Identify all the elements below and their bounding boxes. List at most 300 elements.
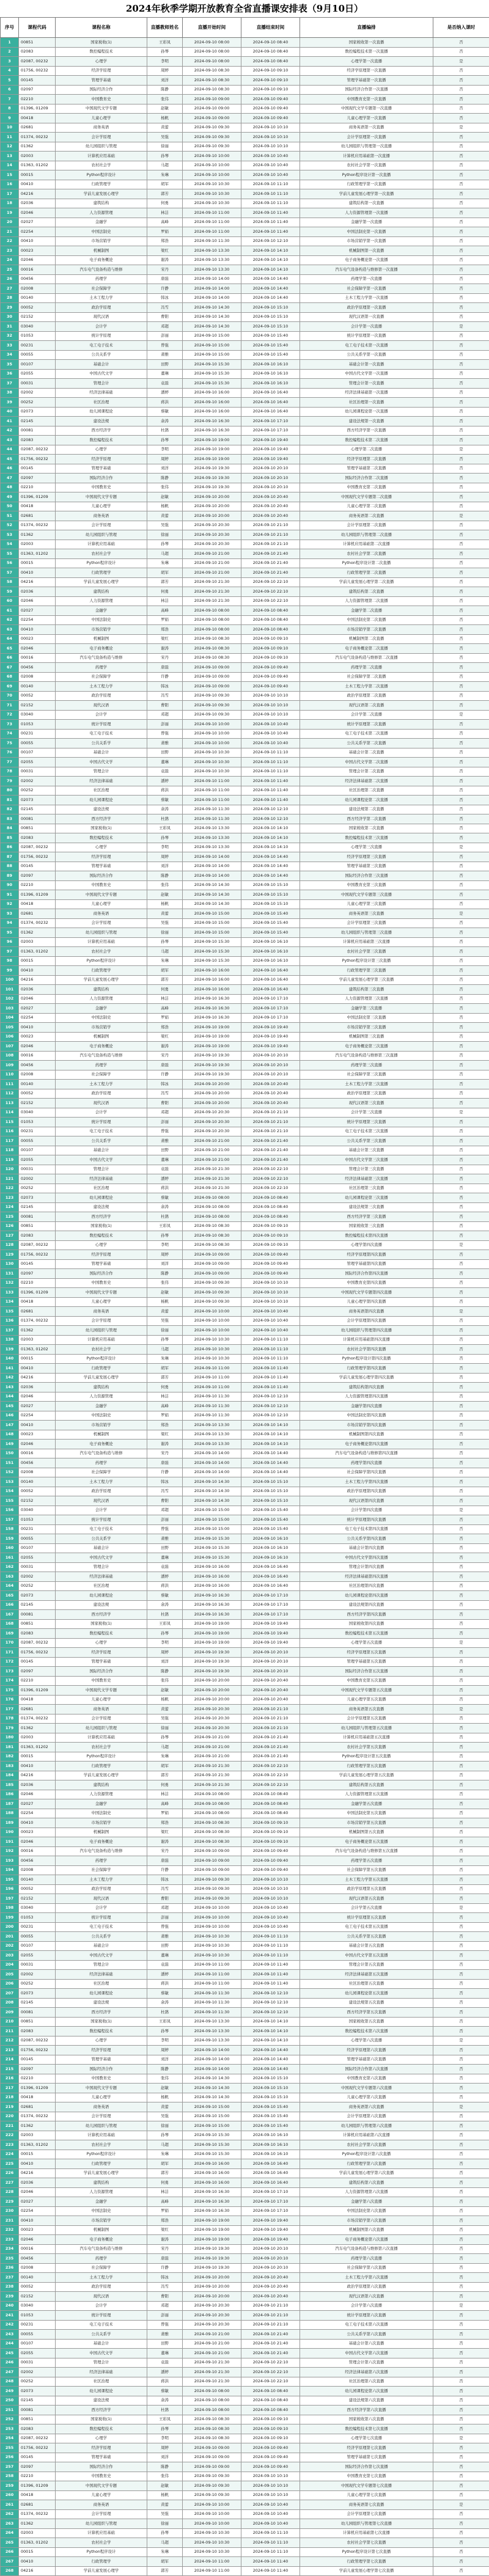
end-time: 2024-09-10 10:40 [241, 2509, 300, 2519]
teacher-name: 何勇 [147, 587, 183, 597]
start-time: 2024-09-10 19:30 [183, 1648, 241, 1658]
counted-flag: 否 [433, 104, 489, 114]
course-code: 00052 [19, 691, 56, 701]
course-code: 00231 [19, 341, 56, 351]
start-time: 2024-09-10 16:30 [183, 2187, 241, 2197]
course-name: 统计学原理 [56, 2311, 147, 2321]
teacher-name: 刘洋 [147, 2453, 183, 2462]
row-index: 74 [1, 729, 19, 739]
course-name: 人力资源管理 [56, 2187, 147, 2197]
course-code: 00252 [19, 786, 56, 796]
teacher-name: 赵敏 [147, 492, 183, 502]
course-code: 00031 [19, 2358, 56, 2368]
end-time: 2024-09-10 16:40 [241, 2168, 300, 2178]
live-arrangement: 中国现代文学专题第二次直播 [300, 492, 433, 502]
table-row [1, 1174, 489, 1184]
start-time: 2024-09-10 14:00 [183, 862, 241, 871]
course-code: 04216 [19, 2566, 56, 2576]
counted-flag: 否 [433, 189, 489, 199]
table-row [1, 1184, 489, 1193]
table-row [1, 1856, 489, 1866]
course-name: 国际经济合作 [56, 2462, 147, 2472]
start-time: 2024-09-10 09:30 [183, 1297, 241, 1307]
counted-flag: 否 [433, 596, 489, 606]
end-time: 2024-09-10 09:10 [241, 653, 300, 663]
course-code: 02083 [19, 2424, 56, 2434]
end-time: 2024-09-10 16:40 [241, 2159, 300, 2169]
end-time: 2024-09-10 21:40 [241, 549, 300, 559]
course-name: 现代汉语 [56, 1099, 147, 1108]
course-name: 计算机应用基础 [56, 2528, 147, 2538]
table-row [1, 2254, 489, 2264]
counted-flag: 否 [433, 274, 489, 284]
course-name: 金融学 [56, 1004, 147, 1014]
counted-flag: 否 [433, 152, 489, 161]
course-name: 社会保障学 [56, 284, 147, 294]
teacher-name: 赵敏 [147, 1686, 183, 1696]
course-code: 03040 [19, 1108, 56, 1118]
course-code: 02046 [19, 255, 56, 265]
start-time: 2024-09-10 20:30 [183, 1127, 241, 1136]
table-row [1, 2387, 489, 2396]
teacher-name: 邓超 [147, 1903, 183, 1913]
counted-flag: 否 [433, 1762, 489, 1771]
counted-flag: 否 [433, 2159, 489, 2169]
counted-flag: 否 [433, 2320, 489, 2330]
course-code: 01362 [19, 1724, 56, 1733]
end-time: 2024-09-10 21:10 [241, 530, 300, 540]
table-row [1, 1780, 489, 1790]
table-row [1, 2074, 489, 2084]
live-arrangement: 基础会计第四次直播 [300, 1543, 433, 1553]
teacher-name: 谢涛 [147, 2235, 183, 2245]
course-name: 管理会计 [56, 1960, 147, 1970]
table-row [1, 1477, 489, 1487]
counted-flag: 否 [433, 1724, 489, 1733]
end-time: 2024-09-10 11:40 [241, 1960, 300, 1970]
table-row [1, 843, 489, 852]
start-time: 2024-09-10 10:00 [183, 2509, 241, 2519]
table-row [1, 521, 489, 530]
counted-flag: 否 [433, 47, 489, 57]
teacher-name: 孙琴 [147, 436, 183, 445]
start-time: 2024-09-10 11:00 [183, 2557, 241, 2567]
course-code: 01362 [19, 530, 56, 540]
live-arrangement: 会计学原理第一次直播 [300, 133, 433, 142]
course-code: 00015 [19, 558, 56, 568]
course-name: 汽车电气设备构造与维修 [56, 1449, 147, 1458]
course-name: 政治学原理 [56, 303, 147, 313]
counted-flag: 否 [433, 2349, 489, 2358]
course-code: 01362 [19, 2121, 56, 2131]
teacher-name: 孙琴 [147, 1335, 183, 1345]
table-row [1, 1979, 489, 1989]
course-name: 国际经济合作 [56, 85, 147, 95]
teacher-name: 曾强 [147, 1127, 183, 1136]
course-name: 儿童心理学 [56, 502, 147, 511]
teacher-name: 黄蕾 [147, 1705, 183, 1714]
teacher-name: 吴强 [147, 1316, 183, 1326]
counted-flag: 否 [433, 1572, 489, 1582]
row-index: 39 [1, 398, 19, 408]
live-arrangement: 西方经济学第五次直播 [300, 2008, 433, 2018]
start-time: 2024-09-10 14:00 [183, 284, 241, 294]
start-time: 2024-09-10 21:00 [183, 1155, 241, 1165]
teacher-name: 陈静 [147, 2462, 183, 2472]
counted-flag: 否 [433, 246, 489, 256]
end-time: 2024-09-10 09:40 [241, 2462, 300, 2472]
end-time: 2024-09-10 15:10 [241, 1496, 300, 1506]
teacher-name: 朱琳 [147, 2150, 183, 2159]
course-name: 机械制图 [56, 2225, 147, 2235]
course-code: 02008 [19, 2263, 56, 2273]
course-code: 00107 [19, 1543, 56, 1553]
row-index: 26 [1, 274, 19, 284]
live-arrangement: 中国古代文学第四次直播 [300, 1553, 433, 1563]
teacher-name: 胡军 [147, 1762, 183, 1771]
table-row [1, 758, 489, 767]
counted-flag: 否 [433, 2462, 489, 2472]
counted-flag: 否 [433, 862, 489, 871]
row-index: 116 [1, 1127, 19, 1136]
teacher-name: 谢涛 [147, 1440, 183, 1449]
course-code: 04216 [19, 1373, 56, 1383]
start-time: 2024-09-10 10:30 [183, 189, 241, 199]
live-arrangement: Python程序设计第二次直播 [300, 558, 433, 568]
course-name: Python程序设计 [56, 956, 147, 966]
start-time: 2024-09-10 20:00 [183, 2292, 241, 2302]
live-arrangement: Python程序设计第七次直播 [300, 2547, 433, 2557]
course-code: 01363, 01202 [19, 2538, 56, 2548]
counted-flag: 否 [433, 1430, 489, 1440]
row-index: 249 [1, 2387, 19, 2396]
row-index: 63 [1, 625, 19, 635]
course-name: 心理学 [56, 2036, 147, 2046]
live-arrangement: 政治学原理第一次直播 [300, 303, 433, 313]
row-index: 157 [1, 1515, 19, 1525]
end-time: 2024-09-10 11:10 [241, 2547, 300, 2557]
row-index: 130 [1, 1259, 19, 1269]
end-time: 2024-09-10 22:10 [241, 1165, 300, 1174]
course-code: 00410 [19, 966, 56, 976]
live-arrangement: 会计学原理第三次直播 [300, 918, 433, 928]
course-code: 02681 [19, 511, 56, 521]
live-arrangement: 学前儿童发展心理学第七次直播 [300, 2566, 433, 2576]
course-name: 幼儿园课程论 [56, 796, 147, 805]
table-row [1, 1316, 489, 1326]
start-time: 2024-09-10 20:00 [183, 1089, 241, 1099]
row-index: 210 [1, 2017, 19, 2027]
course-name: 管理学基础 [56, 76, 147, 86]
start-time: 2024-09-10 09:00 [183, 2462, 241, 2472]
live-arrangement: 经济学原理第七次直播 [300, 2443, 433, 2453]
course-name: 商务英语 [56, 123, 147, 133]
table-row [1, 2008, 489, 2018]
course-name: 西方经济学 [56, 814, 147, 824]
start-time: 2024-09-10 21:30 [183, 1762, 241, 1771]
counted-flag: 否 [433, 1686, 489, 1696]
counted-flag: 否 [433, 502, 489, 511]
live-arrangement: 数控编程技术第四次直播 [300, 1231, 433, 1241]
row-index: 209 [1, 2008, 19, 2018]
end-time: 2024-09-10 21:40 [241, 1752, 300, 1762]
row-index: 143 [1, 1383, 19, 1392]
end-time: 2024-09-10 12:10 [241, 1402, 300, 1411]
teacher-name: 彭丽 [147, 1515, 183, 1525]
counted-flag: 是 [433, 843, 489, 852]
table-row [1, 1913, 489, 1923]
teacher-name: 林洁 [147, 2187, 183, 2197]
start-time: 2024-09-10 13:30 [183, 246, 241, 256]
table-row [1, 2121, 489, 2131]
row-index: 107 [1, 1042, 19, 1052]
live-arrangement: 统计学原理第二次直播 [300, 720, 433, 730]
start-time: 2024-09-10 19:00 [183, 1619, 241, 1629]
course-name: Python程序设计 [56, 1354, 147, 1364]
live-arrangement: 政治学原理第四次直播 [300, 1487, 433, 1496]
start-time: 2024-09-10 19:30 [183, 474, 241, 483]
row-index: 118 [1, 1146, 19, 1155]
end-time: 2024-09-10 11:40 [241, 218, 300, 227]
live-arrangement: 西方经济学第三次直播 [300, 1212, 433, 1222]
live-arrangement: 儿童心理学第六次直播 [300, 2093, 433, 2102]
teacher-name: 韩冰 [147, 293, 183, 303]
end-time: 2024-09-10 15:40 [241, 1515, 300, 1525]
table-row [1, 2311, 489, 2321]
course-name: 建筑结构 [56, 2178, 147, 2188]
teacher-name: 曹阳 [147, 1894, 183, 1904]
counted-flag: 否 [433, 777, 489, 786]
live-arrangement: 人力资源管理第一次直播 [300, 208, 433, 218]
course-name: 汽车电气设备构造与维修 [56, 265, 147, 275]
course-name: 中国法制史 [56, 1809, 147, 1818]
row-index: 52 [1, 521, 19, 530]
table-row [1, 492, 489, 502]
row-index: 251 [1, 2406, 19, 2415]
start-time: 2024-09-10 14:30 [183, 2084, 241, 2093]
table-row [1, 2509, 489, 2519]
table-row [1, 2547, 489, 2557]
end-time: 2024-09-10 14:40 [241, 293, 300, 303]
course-code: 00145 [19, 1259, 56, 1269]
end-time: 2024-09-10 20:40 [241, 1686, 300, 1696]
live-arrangement: 儿童心理学第二次直播 [300, 502, 433, 511]
row-index: 86 [1, 843, 19, 852]
teacher-name: 曾强 [147, 1922, 183, 1932]
end-time: 2024-09-10 14:40 [241, 871, 300, 881]
live-arrangement: 基础会计第六次直播 [300, 2339, 433, 2349]
live-arrangement: 基础会计第五次直播 [300, 1941, 433, 1951]
course-code: 00055 [19, 1534, 56, 1544]
teacher-name: 梁红 [147, 1430, 183, 1440]
counted-flag: 否 [433, 975, 489, 985]
table-row [1, 2519, 489, 2529]
end-time: 2024-09-10 10:40 [241, 1326, 300, 1336]
teacher-name: 余涛 [147, 1600, 183, 1610]
table-row [1, 2453, 489, 2462]
live-arrangement: 心理学第四次直播 [300, 1240, 433, 1250]
course-code: 01374, 00232 [19, 918, 56, 928]
course-name: 土木工程力学 [56, 1080, 147, 1089]
row-index: 145 [1, 1402, 19, 1411]
course-name: 会计学原理 [56, 2112, 147, 2121]
row-index: 233 [1, 2235, 19, 2245]
course-name: 建筑结构 [56, 985, 147, 995]
row-index: 255 [1, 2443, 19, 2453]
end-time: 2024-09-10 15:40 [241, 331, 300, 341]
row-index: 198 [1, 1903, 19, 1913]
counted-flag: 否 [433, 1941, 489, 1951]
end-time: 2024-09-10 16:10 [241, 947, 300, 957]
end-time: 2024-09-10 21:40 [241, 558, 300, 568]
end-time: 2024-09-10 16:10 [241, 2140, 300, 2150]
end-time: 2024-09-10 10:40 [241, 152, 300, 161]
course-code: 00851 [19, 1619, 56, 1629]
counted-flag: 否 [433, 2065, 489, 2074]
counted-flag: 否 [433, 549, 489, 559]
course-name: 现代汉语 [56, 1894, 147, 1904]
live-arrangement: 中国古代文学第三次直播 [300, 1155, 433, 1165]
course-code: 00851 [19, 2415, 56, 2424]
counted-flag: 否 [433, 1458, 489, 1468]
start-time: 2024-09-10 11:00 [183, 208, 241, 218]
table-row [1, 2377, 489, 2387]
row-index: 232 [1, 2225, 19, 2235]
counted-flag: 否 [433, 2084, 489, 2093]
course-code: 02210 [19, 2472, 56, 2481]
course-name: 社会保障学 [56, 1468, 147, 1477]
course-code: 02083 [19, 1231, 56, 1241]
teacher-name: 袁磊 [147, 1960, 183, 1970]
end-time: 2024-09-10 16:10 [241, 956, 300, 966]
row-index: 263 [1, 2519, 19, 2529]
counted-flag: 否 [433, 729, 489, 739]
counted-flag: 否 [433, 1629, 489, 1639]
live-arrangement: 电子商务概论第三次直播 [300, 1042, 433, 1052]
table-row [1, 1998, 489, 2008]
start-time: 2024-09-10 10:00 [183, 739, 241, 748]
live-arrangement: 电工电子技术第四次直播 [300, 1524, 433, 1534]
table-row [1, 1562, 489, 1572]
counted-flag: 否 [433, 360, 489, 370]
teacher-name: 冯雪 [147, 2282, 183, 2292]
table-row [1, 1421, 489, 1430]
teacher-name: 邓超 [147, 322, 183, 332]
live-arrangement: 儿童心理学第五次直播 [300, 1695, 433, 1705]
row-index: 20 [1, 218, 19, 227]
course-code: 02681 [19, 123, 56, 133]
start-time: 2024-09-10 20:00 [183, 1686, 241, 1696]
course-name: 建筑结构 [56, 1780, 147, 1790]
start-time: 2024-09-10 10:00 [183, 1922, 241, 1932]
end-time: 2024-09-10 11:40 [241, 1364, 300, 1374]
end-time: 2024-09-10 08:40 [241, 615, 300, 625]
teacher-name: 冯雪 [147, 303, 183, 313]
live-arrangement: 行政管理学第六次直播 [300, 2159, 433, 2169]
start-time: 2024-09-10 21:00 [183, 549, 241, 559]
course-code: 02254 [19, 2206, 56, 2216]
teacher-name: 杨帆 [147, 114, 183, 123]
teacher-name: 陈静 [147, 474, 183, 483]
live-arrangement: 国际经济合作第一次直播 [300, 85, 433, 95]
course-code: 02210 [19, 2074, 56, 2084]
table-row [1, 710, 489, 720]
end-time: 2024-09-10 15:10 [241, 1477, 300, 1487]
course-code: 00081 [19, 426, 56, 436]
end-time: 2024-09-10 09:10 [241, 644, 300, 654]
course-name: 国际经济合作 [56, 474, 147, 483]
counted-flag: 否 [433, 1743, 489, 1752]
live-arrangement: 金融学第一次直播 [300, 218, 433, 227]
teacher-name: 周婷 [147, 1250, 183, 1260]
course-code: 00015 [19, 2547, 56, 2557]
counted-flag: 否 [433, 1657, 489, 1667]
end-time: 2024-09-10 08:40 [241, 1799, 300, 1809]
row-index: 123 [1, 1193, 19, 1203]
counted-flag: 否 [433, 2027, 489, 2036]
live-arrangement: 经济法律基础第二次直播 [300, 777, 433, 786]
live-arrangement: 幼儿园组织与管理第七次直播 [300, 2519, 433, 2529]
course-name: 幼儿园组织与管理 [56, 2519, 147, 2529]
teacher-name: 胡军 [147, 1364, 183, 1374]
live-arrangement: 会计学原理第五次直播 [300, 1714, 433, 1724]
table-row [1, 57, 489, 67]
end-time: 2024-09-10 21:10 [241, 1714, 300, 1724]
row-index: 267 [1, 2557, 19, 2567]
teacher-name: 李明 [147, 445, 183, 455]
live-arrangement: 幼儿园课程论第四次直播 [300, 1591, 433, 1601]
counted-flag: 否 [433, 1202, 489, 1212]
course-name: 政治学原理 [56, 2282, 147, 2292]
row-index: 131 [1, 1269, 19, 1279]
start-time: 2024-09-10 10:00 [183, 161, 241, 170]
table-row [1, 1023, 489, 1033]
course-name: 会计学原理 [56, 521, 147, 530]
row-index: 93 [1, 909, 19, 919]
end-time: 2024-09-10 09:10 [241, 1221, 300, 1231]
row-index: 215 [1, 2065, 19, 2074]
start-time: 2024-09-10 08:30 [183, 1231, 241, 1241]
table-row [1, 1762, 489, 1771]
row-index: 175 [1, 1686, 19, 1696]
course-code: 00081 [19, 1610, 56, 1620]
table-row [1, 2168, 489, 2178]
course-code: 02210 [19, 880, 56, 890]
table-row [1, 1155, 489, 1165]
course-code: 02002 [19, 388, 56, 398]
row-index: 110 [1, 1070, 19, 1080]
table-row [1, 1610, 489, 1620]
header-teacher: 直播教师姓名 [147, 18, 183, 38]
table-row [1, 511, 489, 521]
teacher-name: 张伟 [147, 880, 183, 890]
end-time: 2024-09-10 11:40 [241, 786, 300, 796]
course-code: 00031 [19, 1960, 56, 1970]
counted-flag: 是 [433, 909, 489, 919]
end-time: 2024-09-10 19:40 [241, 436, 300, 445]
table-row [1, 691, 489, 701]
row-index: 83 [1, 814, 19, 824]
course-code: 00107 [19, 1146, 56, 1155]
course-name: 基础会计 [56, 748, 147, 758]
course-code: 03040 [19, 710, 56, 720]
teacher-name: 冯雪 [147, 1487, 183, 1496]
table-row [1, 1240, 489, 1250]
live-arrangement: 药理学第二次直播 [300, 663, 433, 673]
row-index: 108 [1, 1051, 19, 1061]
course-name: 心理学 [56, 1638, 147, 1648]
live-arrangement: 电工电子技术第三次直播 [300, 1127, 433, 1136]
